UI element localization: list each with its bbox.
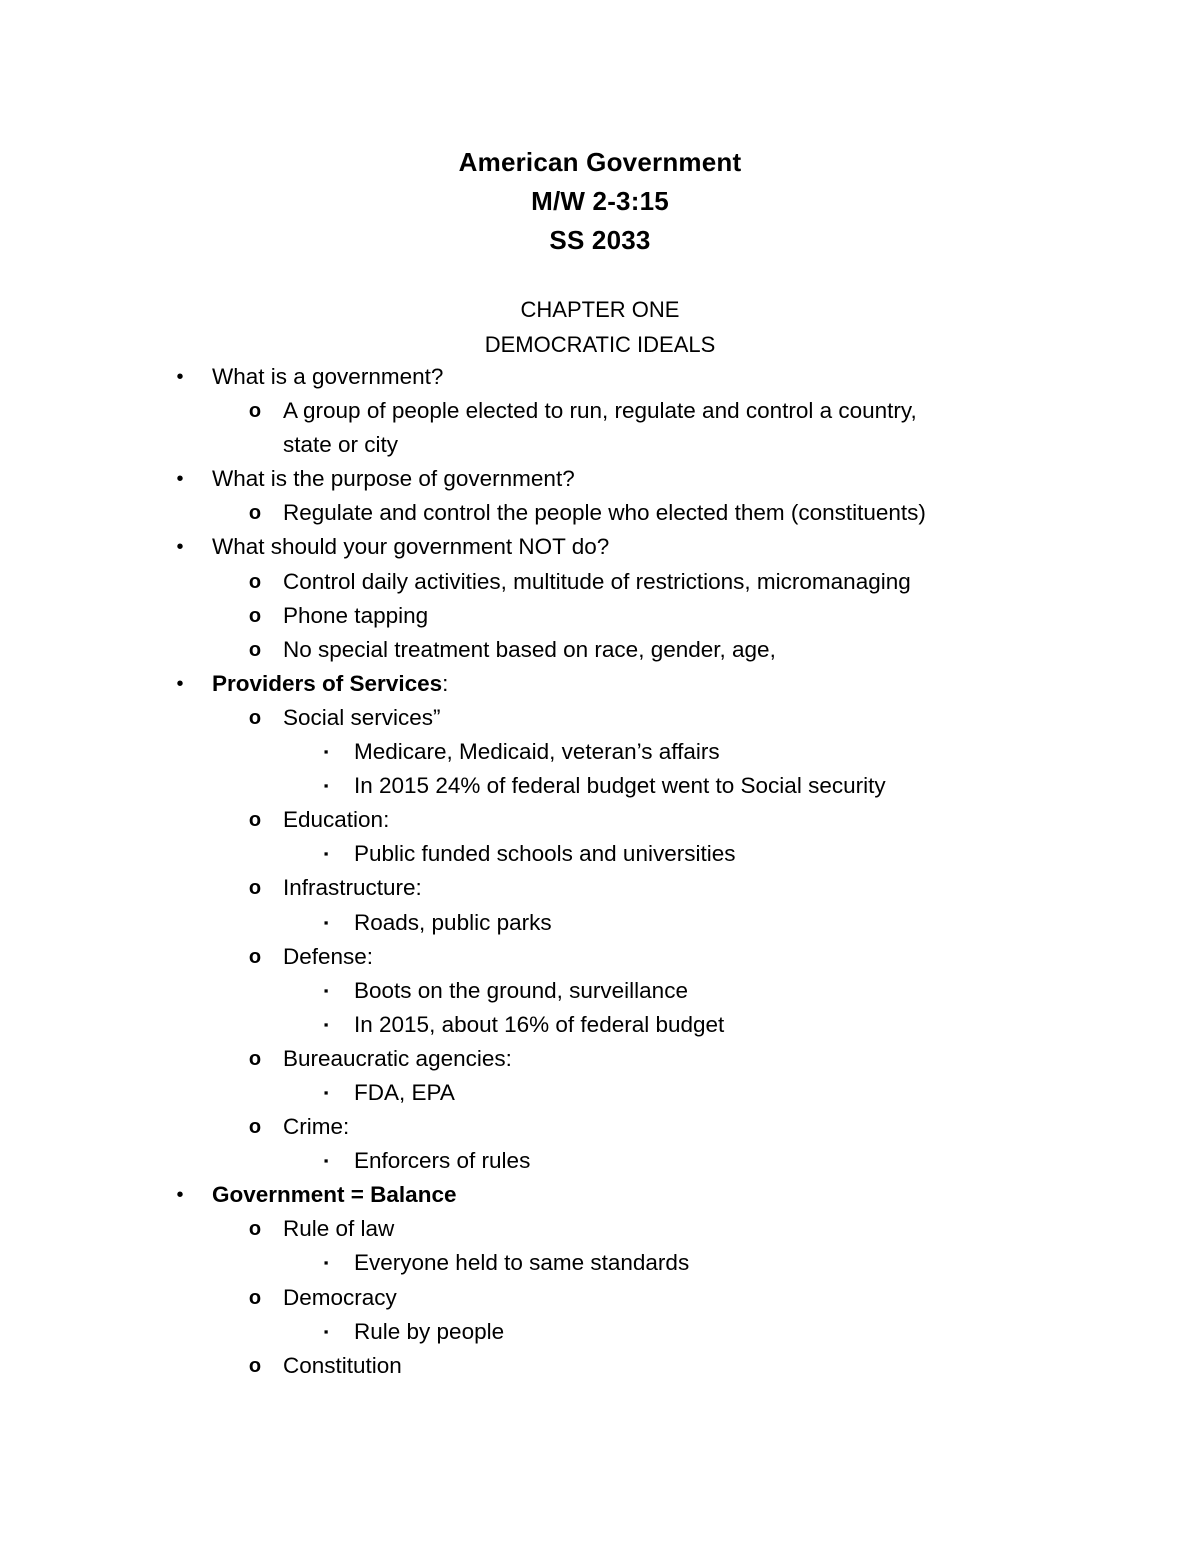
outline-item-label: No special treatment based on race, gender, age, (283, 636, 776, 662)
outline-item-level-2 (0, 496, 1200, 530)
bullet-circle-icon: o (248, 706, 262, 729)
bullet-circle-icon: o (248, 1116, 262, 1139)
outline-item-text (283, 496, 926, 530)
outline-item-level-2 (0, 1042, 1200, 1076)
course-room: SS 2033 (549, 225, 651, 255)
bullet-square-icon: ▪ (323, 778, 329, 794)
outline-item-label: Providers of Services (212, 670, 443, 696)
outline-item-level-2 (0, 803, 1200, 837)
document-header (0, 143, 1200, 260)
outline-item-level-2 (0, 1212, 1200, 1246)
outline-item-text (354, 769, 886, 803)
bullet-square-icon: ▪ (323, 1255, 329, 1271)
outline-item-text (354, 1076, 455, 1110)
outline-item-label: Everyone held to same standards (354, 1250, 690, 1276)
bullet-square-icon: ▪ (323, 1016, 329, 1032)
outline-item-level-2 (0, 871, 1200, 905)
outline-item-label: In 2015 24% of federal budget went to Social security (354, 773, 886, 799)
outline-item-text (212, 462, 575, 496)
outline-item-text (354, 837, 735, 871)
outline-item-label: Phone tapping (283, 602, 429, 628)
outline-item-level-3 (0, 1008, 1200, 1042)
bullet-square-icon: ▪ (323, 914, 329, 930)
bullet-circle-icon: o (248, 400, 262, 423)
bullet-circle-icon: o (248, 877, 262, 900)
course-title: American Government (458, 147, 742, 177)
bullet-circle-icon: o (248, 604, 262, 627)
bullet-disc-icon: • (176, 468, 184, 491)
outline-item-level-2 (0, 940, 1200, 974)
bullet-square-icon: ▪ (323, 1153, 329, 1169)
outline-item-label: Democracy (283, 1284, 397, 1310)
outline-item-level-3 (0, 1144, 1200, 1178)
outline-item-label: Boots on the ground, surveillance (354, 977, 688, 1003)
outline-item-label: Defense: (283, 943, 374, 969)
chapter-heading (0, 292, 1200, 362)
outline-item-label: Roads, public parks (354, 909, 552, 935)
outline-item-text (283, 599, 428, 633)
bullet-disc-icon: • (176, 536, 184, 559)
bullet-circle-icon: o (248, 502, 262, 525)
outline-item-level-1 (0, 530, 1200, 564)
outline-item-text (283, 394, 917, 428)
outline-item-label: Bureaucratic agencies: (283, 1045, 512, 1071)
outline-item-label: Government = Balance (212, 1182, 457, 1208)
chapter-number: CHAPTER ONE (520, 297, 680, 322)
outline-item-text (283, 701, 441, 735)
outline-item-text (283, 633, 776, 667)
outline-item-level-1 (0, 360, 1200, 394)
outline-item-text (212, 530, 609, 564)
outline-item-label: What should your government NOT do? (212, 534, 610, 560)
bullet-circle-icon: o (248, 1047, 262, 1070)
bullet-square-icon: ▪ (323, 1084, 329, 1100)
bullet-square-icon: ▪ (323, 846, 329, 862)
outline-item-label: Infrastructure: (283, 875, 422, 901)
outline-item-level-2 (0, 599, 1200, 633)
outline-item-level-1 (0, 462, 1200, 496)
bullet-square-icon: ▪ (323, 982, 329, 998)
outline-item-level-2 (0, 633, 1200, 667)
bullet-circle-icon: o (248, 1354, 262, 1377)
outline-item-level-3 (0, 1076, 1200, 1110)
outline-item-text (212, 360, 443, 394)
outline-item-label: Medicare, Medicaid, veteran’s affairs (354, 739, 720, 765)
bullet-square-icon: ▪ (323, 1323, 329, 1339)
outline-item-suffix: : (442, 670, 449, 696)
outline-item-label: Public funded schools and universities (354, 841, 736, 867)
outline-item-level-2 (0, 1281, 1200, 1315)
outline-item-level-3 (0, 735, 1200, 769)
outline-item-text (354, 1008, 724, 1042)
outline-item-text (283, 1042, 512, 1076)
outline-item-label: What is the purpose of government? (212, 466, 575, 492)
outline-item-label: Education: (283, 807, 390, 833)
outline-item-label: Regulate and control the people who elected them (constituents) (283, 500, 926, 526)
outline-item-label: Constitution (283, 1352, 402, 1378)
outline-item-text (354, 1246, 689, 1280)
outline-item-text (283, 1349, 402, 1383)
outline-item-text (354, 1315, 504, 1349)
outline-item-text (212, 667, 448, 701)
outline-item-level-2 (0, 1110, 1200, 1144)
outline-item-label: Crime: (283, 1114, 350, 1140)
outline-item-label: Rule of law (283, 1216, 395, 1242)
outline-continuation-line (0, 428, 1200, 462)
bullet-disc-icon: • (176, 366, 184, 388)
outline-item-level-3 (0, 769, 1200, 803)
outline-item-level-2 (0, 1349, 1200, 1383)
outline-item-text (283, 565, 911, 599)
outline-item-level-2 (0, 701, 1200, 735)
outline-item-label: Social services” (283, 704, 441, 730)
outline-item-label: Control daily activities, multitude of restrictions, micromanaging (283, 568, 911, 594)
outline-item-text (354, 735, 720, 769)
bullet-square-icon: ▪ (323, 744, 329, 760)
outline-item-level-1 (0, 1178, 1200, 1212)
outline-item-level-1 (0, 667, 1200, 701)
outline-item-level-3 (0, 1246, 1200, 1280)
outline-item-level-3 (0, 1315, 1200, 1349)
outline-item-text (283, 428, 398, 462)
outline-item-text (283, 940, 373, 974)
chapter-title: DEMOCRATIC IDEALS (484, 332, 716, 357)
bullet-circle-icon: o (248, 570, 262, 593)
outline-item-level-2 (0, 394, 1200, 428)
outline-item-text (354, 906, 552, 940)
outline-item-text (283, 1212, 394, 1246)
outline-item-label: Rule by people (354, 1318, 505, 1344)
course-schedule: M/W 2-3:15 (531, 186, 669, 216)
outline-item-label: Enforcers of rules (354, 1148, 531, 1174)
bullet-circle-icon: o (248, 638, 262, 661)
outline-item-text (283, 1281, 397, 1315)
outline-item-level-3 (0, 906, 1200, 940)
bullet-circle-icon: o (248, 1218, 262, 1241)
notes-outline (0, 360, 1200, 1383)
outline-item-label: state or city (283, 432, 399, 458)
outline-item-label: In 2015, about 16% of federal budget (354, 1011, 725, 1037)
bullet-disc-icon: • (176, 672, 184, 695)
outline-item-level-2 (0, 565, 1200, 599)
outline-item-text (283, 871, 422, 905)
bullet-disc-icon: • (176, 1184, 184, 1207)
outline-item-label: What is a government? (212, 364, 444, 389)
bullet-circle-icon: o (248, 809, 262, 832)
outline-item-level-3 (0, 974, 1200, 1008)
outline-item-text (283, 1110, 349, 1144)
outline-item-text (212, 1178, 456, 1212)
outline-item-label: A group of people elected to run, regulate and control a country, (283, 398, 917, 424)
outline-item-text (354, 1144, 530, 1178)
outline-item-label: FDA, EPA (354, 1079, 455, 1105)
outline-item-level-3 (0, 837, 1200, 871)
outline-item-text (283, 803, 389, 837)
outline-item-text (354, 974, 688, 1008)
bullet-circle-icon: o (248, 945, 262, 968)
bullet-circle-icon: o (248, 1286, 262, 1309)
